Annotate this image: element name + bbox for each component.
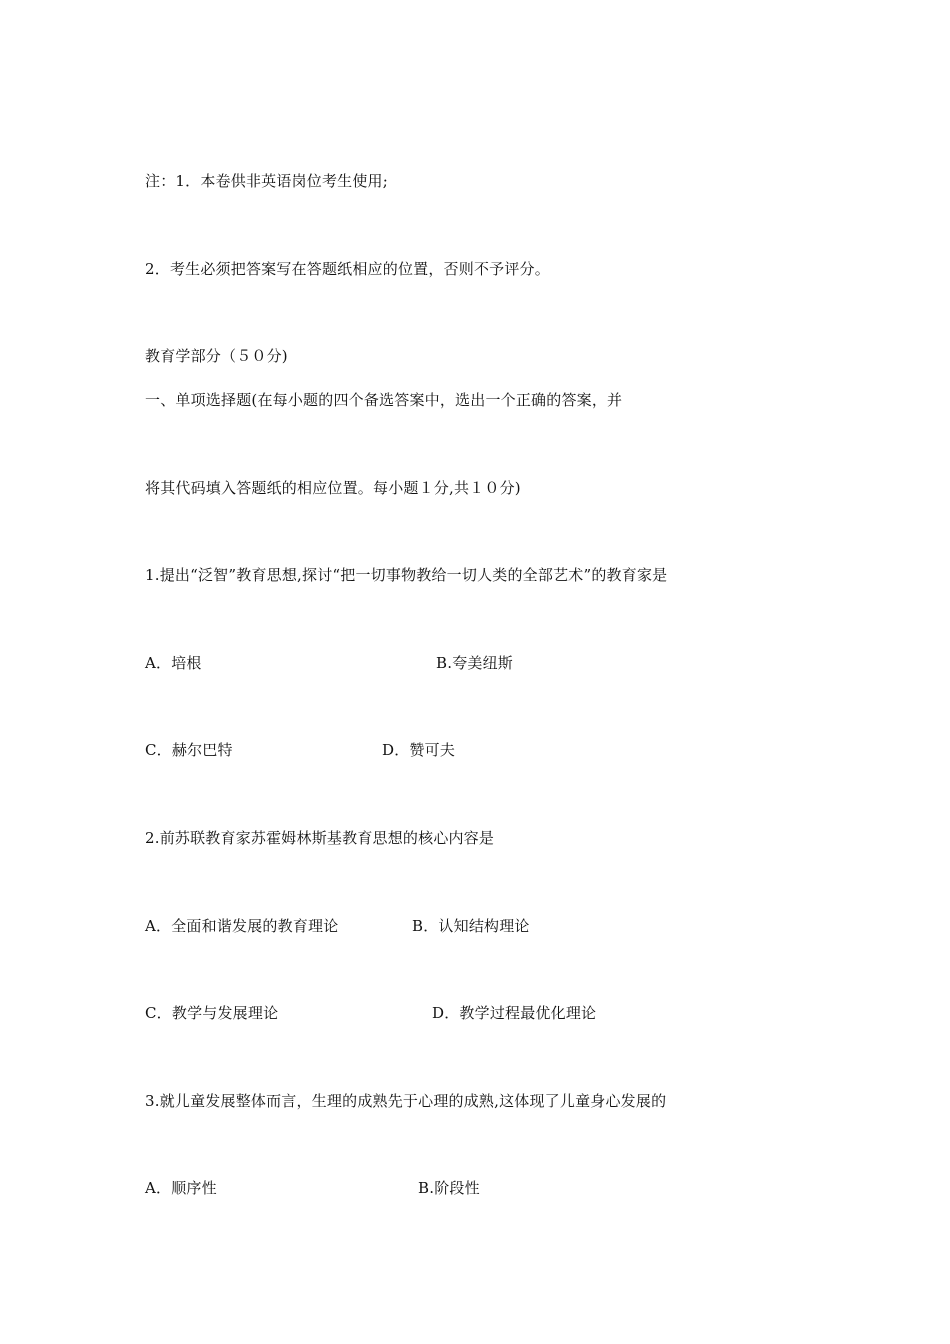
section-title: 教育学部分（５０分) xyxy=(145,347,288,365)
instructions-line-2: 将其代码填入答题纸的相应位置。每小题１分,共１０分) xyxy=(145,479,521,497)
question-3-option-b: B.阶段性 xyxy=(418,1179,480,1197)
question-2-option-d: D．教学过程最优化理论 xyxy=(432,1004,597,1022)
question-3-stem: 3.就儿童发展整体而言，生理的成熟先于心理的成熟,这体现了儿童身心发展的 xyxy=(145,1092,667,1110)
note-2: 2．考生必须把答案写在答题纸相应的位置，否则不予评分。 xyxy=(145,260,550,278)
question-1-option-c: C．赫尔巴特 xyxy=(145,741,233,759)
question-3-option-a: A．顺序性 xyxy=(145,1179,217,1197)
instructions-line-1: 一、单项选择题(在每小题的四个备选答案中，选出一个正确的答案，并 xyxy=(145,391,623,409)
question-2-stem: 2.前苏联教育家苏霍姆林斯基教育思想的核心内容是 xyxy=(145,829,495,847)
note-1: 注：1．本卷供非英语岗位考生使用; xyxy=(145,172,388,190)
question-1-option-b: B.夸美纽斯 xyxy=(436,654,513,672)
question-1-option-a: A．培根 xyxy=(145,654,202,672)
question-1-stem: 1.提出“泛智”教育思想,探讨“把一切事物教给一切人类的全部艺术”的教育家是 xyxy=(145,566,668,584)
question-1-option-d: D．赞可夫 xyxy=(382,741,456,759)
question-2-option-c: C．教学与发展理论 xyxy=(145,1004,279,1022)
question-2-option-a: A．全面和谐发展的教育理论 xyxy=(145,917,339,935)
question-2-option-b: B．认知结构理论 xyxy=(412,917,530,935)
